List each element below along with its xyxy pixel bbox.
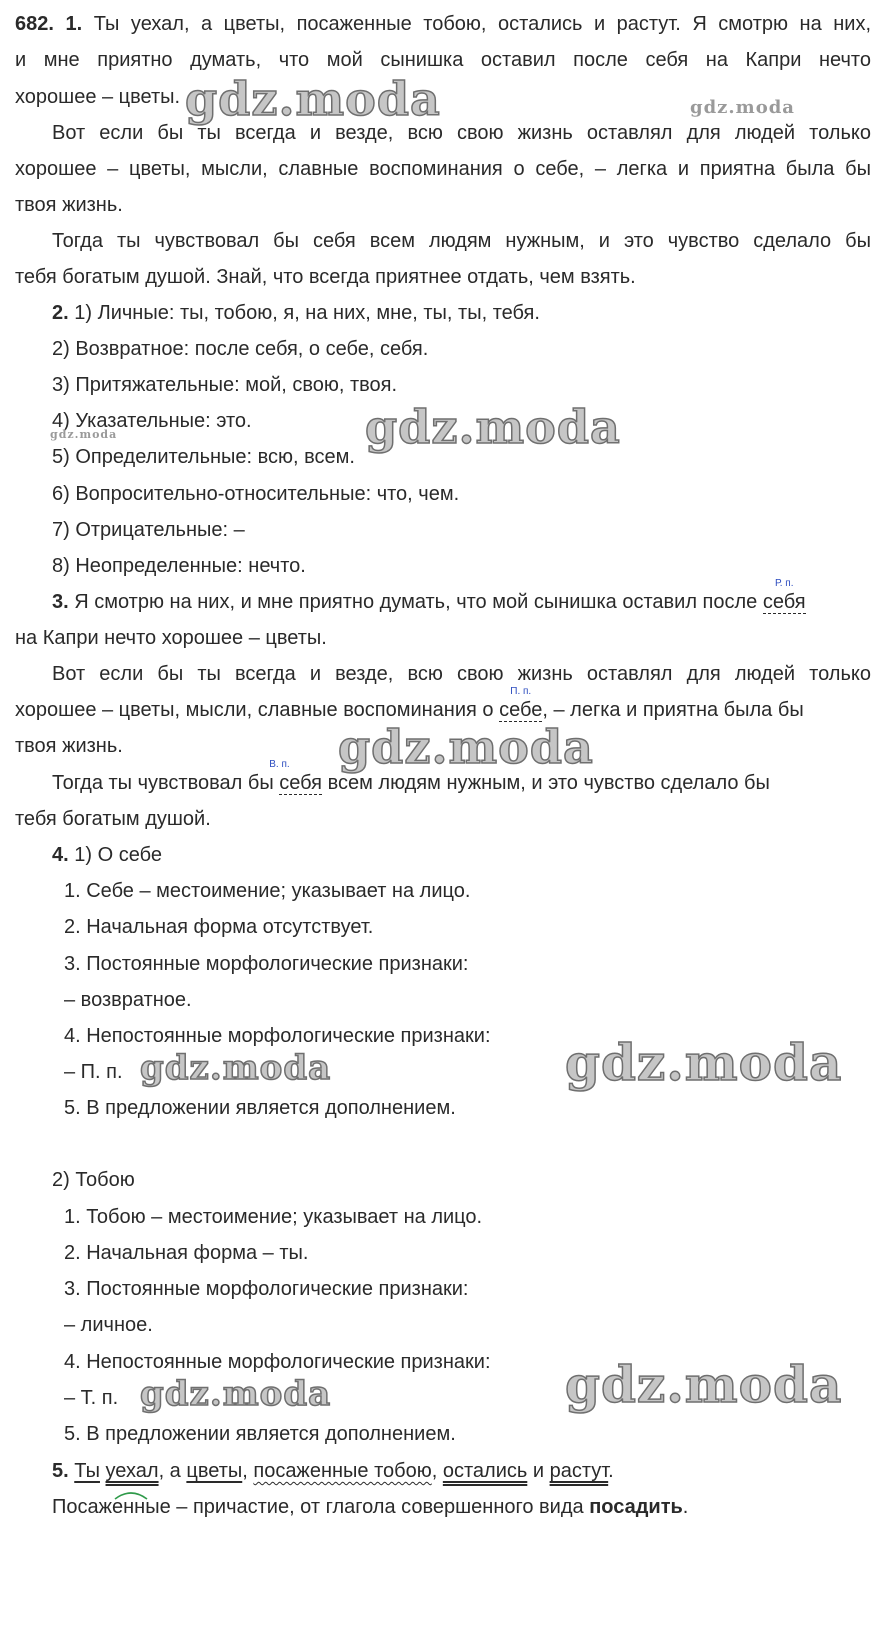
watermark-logo: gdz.moda xyxy=(140,1374,332,1414)
part5-last-line: Посаженные – причастие, от глагола совершенного вида посадить. xyxy=(52,1496,689,1518)
part1-para2-line-1: Вот если бы ты всегда и везде, всю свою жизнь оставлял для людей только xyxy=(52,122,871,144)
part4-b-item-7: 5. В предложении является дополнением. xyxy=(64,1423,456,1445)
part5-number: 5. xyxy=(52,1460,69,1482)
part2-item-2: 2) Возвратное: после себя, о себе, себя. xyxy=(52,338,429,360)
part4-b-item-6: – Т. п. xyxy=(64,1387,119,1409)
watermark-logo: gdz.moda xyxy=(338,720,594,774)
part1-line-1: 682. 1. Ты уехал, а цветы, посаженные тобою, остались и растут. Я смотрю на них, xyxy=(15,13,871,35)
part2-number: 2. xyxy=(52,302,69,324)
part4-a-item-3: 3. Постоянные морфологические признаки: xyxy=(64,953,469,975)
part4-a-item-6: – П. п. xyxy=(64,1061,123,1083)
part4-b-item-2: 2. Начальная форма – ты. xyxy=(64,1242,309,1264)
part4-b-title: 2) Тобою xyxy=(52,1169,135,1191)
watermark-logo: gdz.moda xyxy=(565,1033,843,1092)
part4-a-item-7: 5. В предложении является дополнением. xyxy=(64,1097,456,1119)
part5-sentence: 5. Ты уехал, а цветы, посаженные тобою, остались и растут. xyxy=(52,1460,614,1482)
part3-line-1: 3. Я смотрю на них, и мне приятно думать, что мой сынишка оставил после Р. п. себя xyxy=(52,590,806,614)
part3-number: 3. xyxy=(52,591,69,613)
case-label-pp: П. п. xyxy=(510,686,532,697)
part3-line-6: Тогда ты чувствовал бы В. п. себя всем людям нужным, и это чувство сделало бы xyxy=(52,771,770,795)
part4-number: 4. xyxy=(52,844,69,866)
participle-phrase: посаженные тобою xyxy=(253,1460,432,1482)
part1-para3-line-1: Тогда ты чувствовал бы себя всем людям нужным, и это чувство сделало бы xyxy=(52,230,871,252)
subject-cvety: цветы xyxy=(186,1460,243,1482)
word-sebya-rp: Р. п. себя xyxy=(763,590,806,614)
part1-para2-line-2: хорошее – цветы, мысли, славные воспоминания о себе, – легка и приятна была бы xyxy=(15,158,871,180)
part3-line-2: на Капри нечто хорошее – цветы. xyxy=(15,627,327,649)
part2-item-5: 5) Определительные: всю, всем. xyxy=(52,446,355,468)
part4-a-title: 4. 1) О себе xyxy=(52,844,162,866)
part1-number: 1. xyxy=(65,13,83,35)
subject-ty: Ты xyxy=(74,1460,100,1482)
verb-posadit: посадить xyxy=(589,1496,683,1518)
watermark-logo: gdz.moda xyxy=(185,72,441,126)
part3-line-7: тебя богатым душой. xyxy=(15,808,211,830)
part4-a-item-4: – возвратное. xyxy=(64,989,192,1011)
part3-line-5: твоя жизнь. xyxy=(15,735,123,757)
part2-item-1: 2. 1) Личные: ты, тобою, я, на них, мне, ты, ты, тебя. xyxy=(52,302,540,324)
part1-line-2: и мне приятно думать, что мой сынишка оставил после себя на Капри нечто xyxy=(15,49,871,71)
part2-item-3: 3) Притяжательные: мой, свою, твоя. xyxy=(52,374,398,396)
part3-line-3: Вот если бы ты всегда и везде, всю свою жизнь оставлял для людей только xyxy=(52,663,871,685)
part1-para2-line-3: твоя жизнь. xyxy=(15,194,123,216)
task-number: 682. xyxy=(15,13,54,35)
part4-b-item-4: – личное. xyxy=(64,1314,153,1336)
part2-item-7: 7) Отрицательные: – xyxy=(52,519,245,541)
watermark-logo: gdz.moda xyxy=(140,1048,332,1088)
predicate-rastut: растут xyxy=(549,1460,609,1482)
part1-line-3: хорошее – цветы. xyxy=(15,86,181,108)
part4-a-item-5: 4. Непостоянные морфологические признаки: xyxy=(64,1025,491,1047)
predicate-ostalis: остались xyxy=(442,1460,528,1482)
case-label-vp: В. п. xyxy=(269,759,290,770)
part2-item-6: 6) Вопросительно-относительные: что, чем. xyxy=(52,483,460,505)
part4-b-item-3: 3. Постоянные морфологические признаки: xyxy=(64,1278,469,1300)
part4-b-item-5: 4. Непостоянные морфологические признаки: xyxy=(64,1351,491,1373)
part4-a-item-1: 1. Себе – местоимение; указывает на лицо. xyxy=(64,880,471,902)
watermark-logo: gdz.moda xyxy=(690,97,795,118)
watermark-logo: gdz.moda xyxy=(565,1355,843,1414)
part1-para3-line-2: тебя богатым душой. Знай, что всегда приятнее отдать, чем взять. xyxy=(15,266,636,288)
word-sebe-pp: П. п. себе xyxy=(499,698,542,722)
part3-line-4: хорошее – цветы, мысли, славные воспоминания о П. п. себе, – легка и приятна была бы xyxy=(15,698,804,722)
part2-item-8: 8) Неопределенные: нечто. xyxy=(52,555,306,577)
predicate-uehal: уехал xyxy=(105,1460,159,1482)
part2-item-4: 4) Указательные: это. xyxy=(52,410,252,432)
watermark-logo: gdz.moda xyxy=(50,428,118,441)
case-label-rp: Р. п. xyxy=(774,578,794,589)
word-sebya-vp: В. п. себя xyxy=(279,771,322,795)
part4-b-item-1: 1. Тобою – местоимение; указывает на лицо. xyxy=(64,1206,483,1228)
watermark-logo: gdz.moda xyxy=(365,400,621,454)
part4-a-item-2: 2. Начальная форма отсутствует. xyxy=(64,916,374,938)
